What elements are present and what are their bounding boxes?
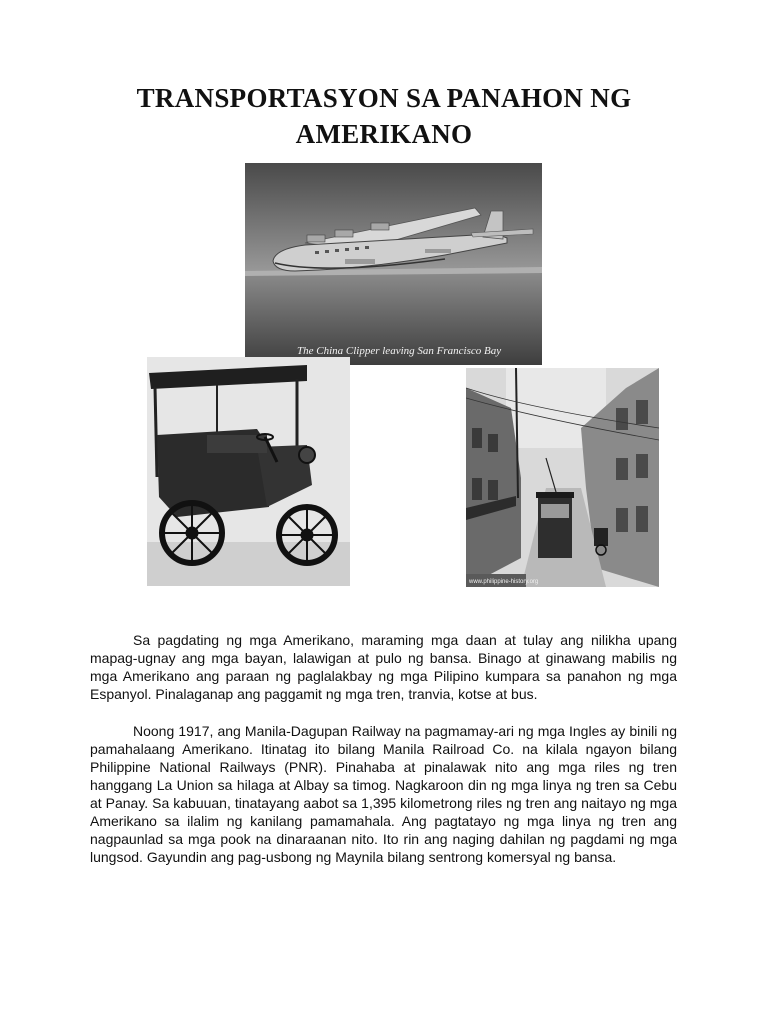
- page-title: [60, 80, 708, 152]
- title-line-1: TRANSPORTASYON SA PANAHON NG: [136, 83, 632, 113]
- street-watermark: www.philippine-history.org: [469, 579, 539, 585]
- airplane-caption: The China Clipper leaving San Francisco Bay: [297, 345, 502, 357]
- article-body: [90, 631, 677, 885]
- street-tranvia-photo: [466, 368, 659, 587]
- title-line-2: AMERIKANO: [295, 119, 473, 149]
- airplane-photo: [245, 163, 542, 365]
- paragraph-2: Noong 1917, ang Manila-Dagupan Railway na pagmamay-ari ng mga Ingles ay binili ng pamahalaang Amerikano. Itinatag ito bilang Manila Railroad Co. na kilala ngayon bilang Philippine National Railways (PNR). Pinahaba at pinalawak nito ang mga riles ng tren hanggang La Union sa hilaga at Albay sa timog. Nagkaroon din ng mga linya ng tren sa Cebu at Panay. Sa kabuuan, tinatayang aabot sa 1,395 kilometrong riles ng tren ang naitayo ng mga Amerikano sa ilalim ng kanilang pamamahala. Ang pagtatayo ng mga linya ng tren ang nagpaunlad sa mga pook na dinaraanan nito. Ito rin ang naging dahilan ng pagdami ng mga lungsod. Gayundin ang pag-usbong ng Maynila bilang sentrong komersyal ng bansa.: [90, 723, 677, 865]
- paragraph-1: Sa pagdating ng mga Amerikano, maraming mga daan at tulay ang nilikha upang mapag-ugnay ang mga bayan, lalawigan at pulo ng bansa. Binago at ginawang mabilis ng mga Amerikano ang paraan ng paglalakbay ng mga Pilipino kumpara sa panahon ng mga Espanyol. Pinalaganap ang paggamit ng mga tren, tranvia, kotse at bus.: [90, 632, 677, 702]
- antique-car-photo: [147, 357, 350, 586]
